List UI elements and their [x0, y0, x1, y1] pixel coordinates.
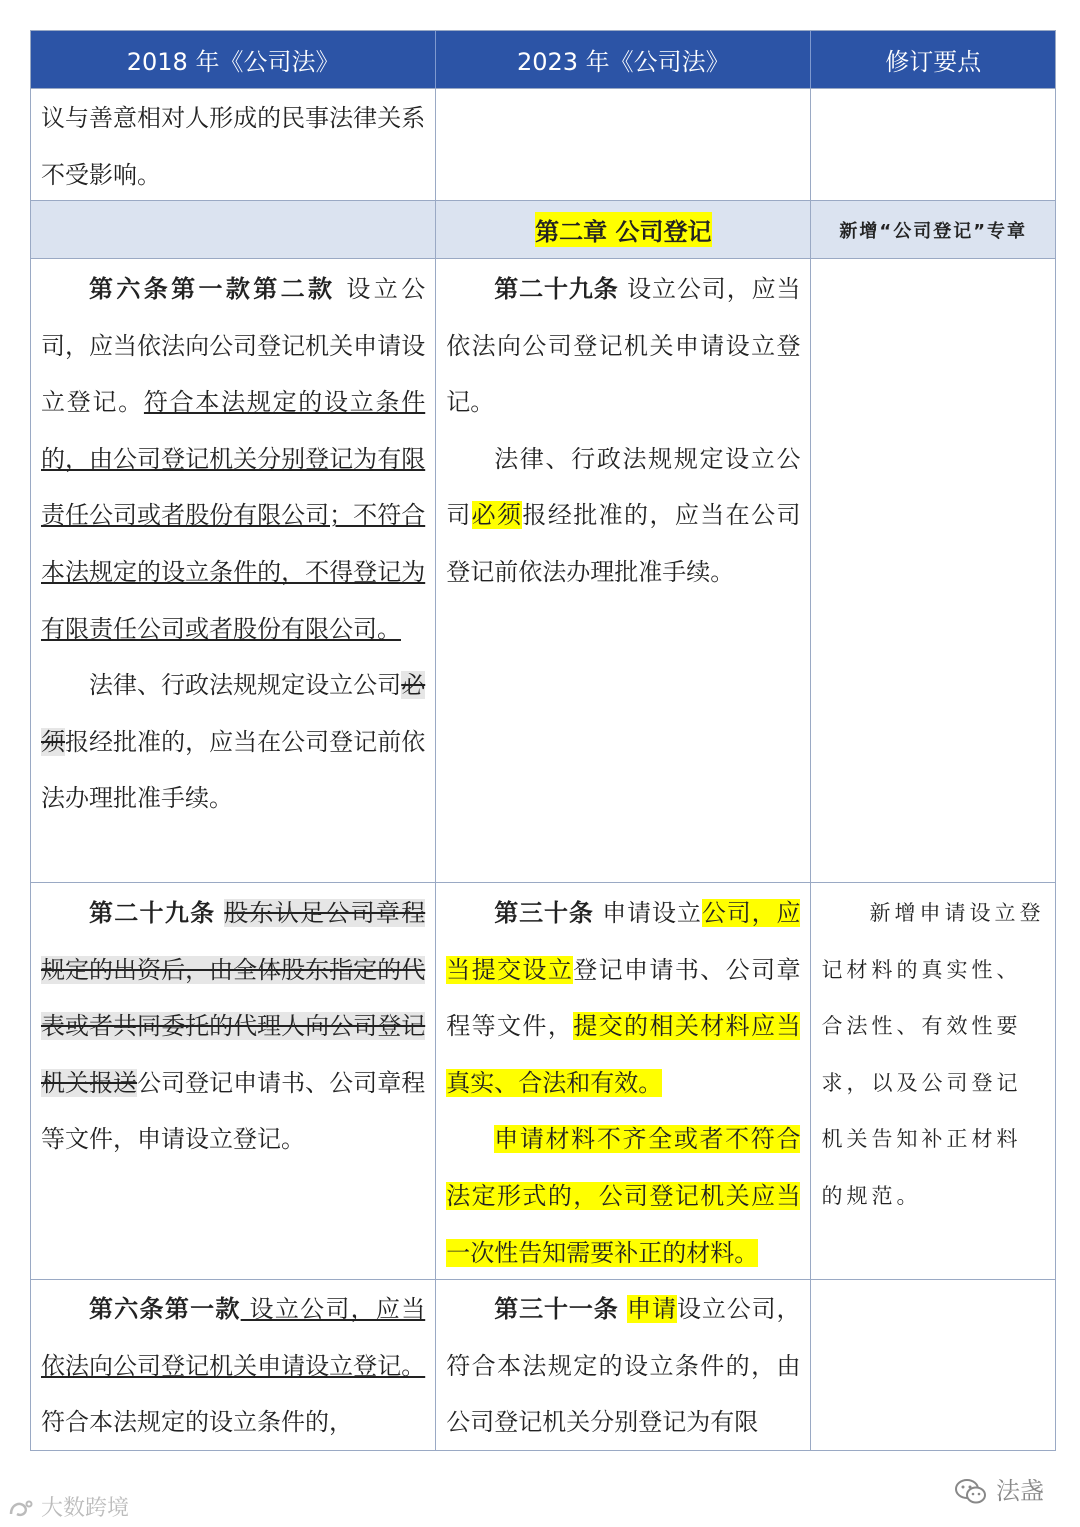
table-row: [31, 883, 1055, 1280]
header-2023: 2023 年《公司法》: [436, 31, 811, 88]
article-text: 法律、行政法规规定设立公司: [89, 671, 402, 700]
table-row: [31, 89, 1055, 201]
row2-notes-cell: [811, 883, 1055, 1279]
highlighted-text: 公司，应当提交设立: [446, 899, 801, 984]
row1-2018-para2: [41, 657, 425, 827]
article-text: 设立公司，应当依法向公司登记机关申请设立登记。: [446, 275, 801, 417]
row1-2023-para1: [446, 261, 800, 431]
article-text: 申请设立: [593, 899, 702, 927]
header-revision-points: 修订要点: [885, 48, 982, 76]
article-text: 公司登记申请书、公司章程等文件，申请设立登记。: [41, 1068, 426, 1154]
row0-notes-cell: [811, 89, 1055, 200]
chapter-2023-cell: [436, 201, 811, 258]
chapter-title: 第二章 公司登记: [535, 212, 711, 247]
article-text: 报经批准的，应当在公司登记前依法办理批准手续。: [446, 501, 801, 586]
row3-2018-cell: [31, 1280, 436, 1450]
highlighted-text: 申请: [627, 1295, 677, 1323]
highlighted-text: 提交的相关材料应当真实、合法和有效。: [446, 1012, 801, 1097]
row3-notes-cell: [811, 1280, 1055, 1450]
highlighted-text: 必须: [471, 501, 523, 530]
article-text: 设立公司，应当依法向公司登记机关申请设立登记。: [41, 275, 426, 417]
table-row: [31, 259, 1055, 883]
struck-text: 必须: [41, 671, 426, 756]
underlined-text: 设立公司，应当依法向公司登记机关申请设立登记。: [41, 1295, 426, 1380]
watermark-right: [954, 1471, 1044, 1506]
article-text: 法律、行政法规规定设立公司: [446, 444, 801, 530]
row0-2023-cell: [436, 89, 811, 200]
row1-2023-cell: [436, 259, 811, 882]
watermark-right-text: 法盏: [996, 1477, 1044, 1505]
table-row: [31, 1280, 1055, 1450]
watermark-left-text: 大数跨境: [41, 1496, 130, 1521]
row1-2018-para1: [41, 261, 425, 657]
row0-2018-cell: [31, 89, 436, 200]
article-number: 第二十九条: [89, 899, 216, 927]
row2-2023-para1: [446, 885, 800, 1111]
revision-note: 新增申请设立登记材料的真实性、合法性、有效性要求，以及公司登记机关告知补正材料的规范。: [821, 901, 1045, 1208]
row2-2018-para: [41, 885, 425, 1168]
row2-2023-cell: [436, 883, 811, 1279]
chapter-notes-cell: [811, 201, 1055, 258]
brand-logo-icon: [8, 1498, 34, 1520]
row2-2023-para2: [446, 1111, 800, 1281]
wechat-icon: [954, 1478, 988, 1506]
article-number: 第三十一条: [494, 1295, 619, 1323]
struck-text: 股东认足公司章程规定的出资后，由全体股东指定的代表或者共同委托的代理人向公司登记机关报送: [41, 899, 426, 1097]
row1-2018-cell: [31, 259, 436, 882]
comparison-table: [30, 30, 1056, 1451]
chapter-row: [31, 201, 1055, 259]
article-text: 符合本法规定的设立条件的，: [41, 1408, 353, 1437]
footer: [0, 1467, 1080, 1527]
table-header-row: [31, 31, 1055, 89]
watermark-left: [8, 1491, 129, 1522]
row1-2023-para2: [446, 431, 800, 601]
row0-2018-text: 议与善意相对人形成的民事法律关系不受影响。: [41, 104, 426, 189]
chapter-note: 新增“公司登记”专章: [839, 220, 1028, 242]
row2-2018-cell: [31, 883, 436, 1279]
article-number: 第三十条: [494, 899, 594, 927]
article-number: 第二十九条: [494, 275, 619, 303]
article-number: 第六条第一款第二款: [89, 275, 336, 303]
row3-2018-para: [41, 1281, 425, 1451]
highlighted-text: 申请材料不齐全或者不符合法定形式的，公司登记机关应当一次性告知需要补正的材料。: [446, 1125, 801, 1267]
row3-2023-para: [446, 1281, 800, 1451]
article-number: 第六条第一款: [89, 1295, 241, 1323]
article-text: 设立公司，符合本法规定的设立条件的，由公司登记机关分别登记为有限: [446, 1295, 801, 1437]
article-text: 报经批准的，应当在公司登记前依法办理批准手续。: [41, 727, 426, 813]
chapter-2018-cell: [31, 201, 436, 258]
article-text: 登记申请书、公司章程等文件，: [446, 955, 801, 1041]
row1-notes-cell: [811, 259, 1055, 882]
row3-2023-cell: [436, 1280, 811, 1450]
deleted-underlined-text: 符合本法规定的设立条件的，由公司登记机关分别登记为有限责任公司或者股份有限公司；不符合本法规定的设立条件的，不得登记为有限责任公司或者股份有限公司。: [41, 388, 426, 643]
header-2018: 2018 年《公司法》: [31, 31, 436, 88]
